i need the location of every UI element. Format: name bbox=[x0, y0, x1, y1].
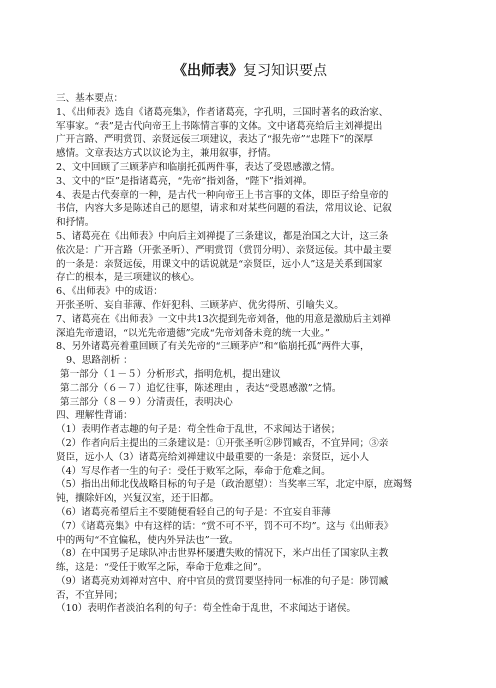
text-line: 2、文中回顾了三顾茅庐和临崩托孤两件事，表达了受恩感激之情。 bbox=[56, 161, 341, 173]
text-line: （1）表明作者志趣的句子是：苟全性命于乱世，不求闻达于诸侯； bbox=[56, 424, 341, 436]
text-line: 军事家。“表”是古代向帝王上书陈情言事的文体。文中诸葛亮给后主刘禅提出 bbox=[56, 120, 383, 132]
text-line: （8）在中国男子足球队冲击世界杯屡遭失败的情况下，米卢出任了国家队主教 bbox=[56, 548, 389, 560]
text-line: （4）写尽作者一生的句子：受任于败军之际，奉命于危难之间。 bbox=[56, 465, 331, 477]
text-line: （2）作者向后主提出的三条建议是：①开张圣听②陟罚臧否，不宜异同；③亲 bbox=[56, 437, 389, 449]
text-line: 书信，内容大多是陈述自己的愿望，请求和对某些问题的看法，常用议论、记叙 bbox=[56, 203, 392, 215]
text-line: （10）表明作者淡泊名利的句子：苟全性命于乱世，不求闻达于诸侯。 bbox=[56, 603, 357, 615]
text-line: 四、理解性背诵： bbox=[56, 410, 133, 422]
text-line: 依次是：广开言路（开张圣听）、严明赏罚（赏罚分明）、亲贤远佞。其中最主要 bbox=[56, 244, 392, 256]
text-line: 和抒情。 bbox=[56, 217, 95, 229]
text-line: 感情。文章表达方式以议论为主，兼用叙事，抒情。 bbox=[56, 148, 277, 160]
text-line: （5）指出出师北伐战略目标的句子是（政治愿望）：当奖率三军，北定中原，庶竭驽 bbox=[56, 479, 413, 491]
text-line: 第二部分（６－７）追忆往事，陈述理由 ，表达“受恩感激”之情。 bbox=[60, 382, 342, 394]
text-line: 5、诸葛亮在《出师表》中向后主刘禅提了三条建议，都是治国之大计，这三条 bbox=[56, 230, 389, 242]
text-line: 钝，攘除奸凶，兴复汉室，还于旧都。 bbox=[56, 493, 220, 505]
text-line: （6）诸葛亮希望后主不要随便看轻自己的句子是：不宜妄自菲薄 bbox=[56, 506, 331, 518]
title-rest: 复习知识要点 bbox=[243, 63, 327, 79]
text-line: （7）《诸葛亮集》中有这样的话：“赏不可不平，罚不可不均”。这与《出师表》 bbox=[56, 520, 394, 532]
text-line: 的一条是：亲贤远佞，用课文中的话说就是“亲贤臣，远小人”这是关系到国家 bbox=[56, 258, 383, 270]
document-page bbox=[56, 62, 444, 616]
text-line: 8、另外诸葛亮着重回顾了有关先帝的“三顾茅庐”和“临崩托孤”两件大事， bbox=[56, 341, 370, 353]
text-line: 存亡的根本，是三项建议的核心。 bbox=[56, 272, 200, 284]
text-line: 9、思路剖析 ： bbox=[66, 355, 133, 367]
text-line: 第一部分（１－５）分析形式，指明危机，提出建议 bbox=[60, 368, 281, 380]
text-line: 深追先帝遗诏，“以光先帝遗德”完成“先帝刘备未竟的统一大业。” bbox=[56, 327, 330, 339]
text-line: 开张圣听、妄自菲薄、作奸犯科、三顾茅庐、优劣得所、引喻失义。 bbox=[56, 299, 344, 311]
text-line: 3、文中的“臣”是指诸葛亮，“先帝”指刘备，“陛下”指刘禅。 bbox=[56, 175, 313, 187]
text-line: 贤臣，远小人（3）诸葛亮给刘禅建议中最重要的一条是：亲贤臣，远小人 bbox=[56, 451, 370, 463]
text-line: 三、基本要点： bbox=[56, 93, 124, 104]
title-main: 《出师表》 bbox=[173, 63, 243, 79]
text-line: 1、《出师表》选自《诸葛亮集》，作者诸葛亮，字孔明，三国时著名的政治家、 bbox=[56, 106, 389, 118]
text-line: 广开言路、严明赏罚、亲贤远佞三项建议，表达了“报先帝”“忠陛下”的深厚 bbox=[56, 134, 374, 146]
document-body bbox=[56, 92, 444, 616]
text-line: 中的两句“不宜偏私，使内外异法也”一致。 bbox=[56, 534, 239, 546]
text-line: 4、表是古代奏章的一种，是古代一种向帝王上书言事的文体，即臣子给皇帝的 bbox=[56, 189, 389, 201]
text-line: 7、诸葛亮在《出师表》一文中共13次提到先帝刘备，他的用意是激励后主刘禅 bbox=[56, 313, 391, 325]
text-line: （9）诸葛亮劝刘禅对宫中、府中官员的赏罚要坚持同一标准的句子是：陟罚臧 bbox=[56, 575, 389, 587]
text-line: 6、《出师表》中的成语： bbox=[56, 286, 163, 298]
document-title bbox=[56, 62, 444, 80]
text-line: 否，不宜异同； bbox=[56, 589, 124, 601]
text-line: 第三部分（８－９）分清责任，表明决心 bbox=[60, 396, 233, 408]
text-line: 练，这是：“受任于败军之际，奉命于危难之间”。 bbox=[56, 562, 268, 574]
